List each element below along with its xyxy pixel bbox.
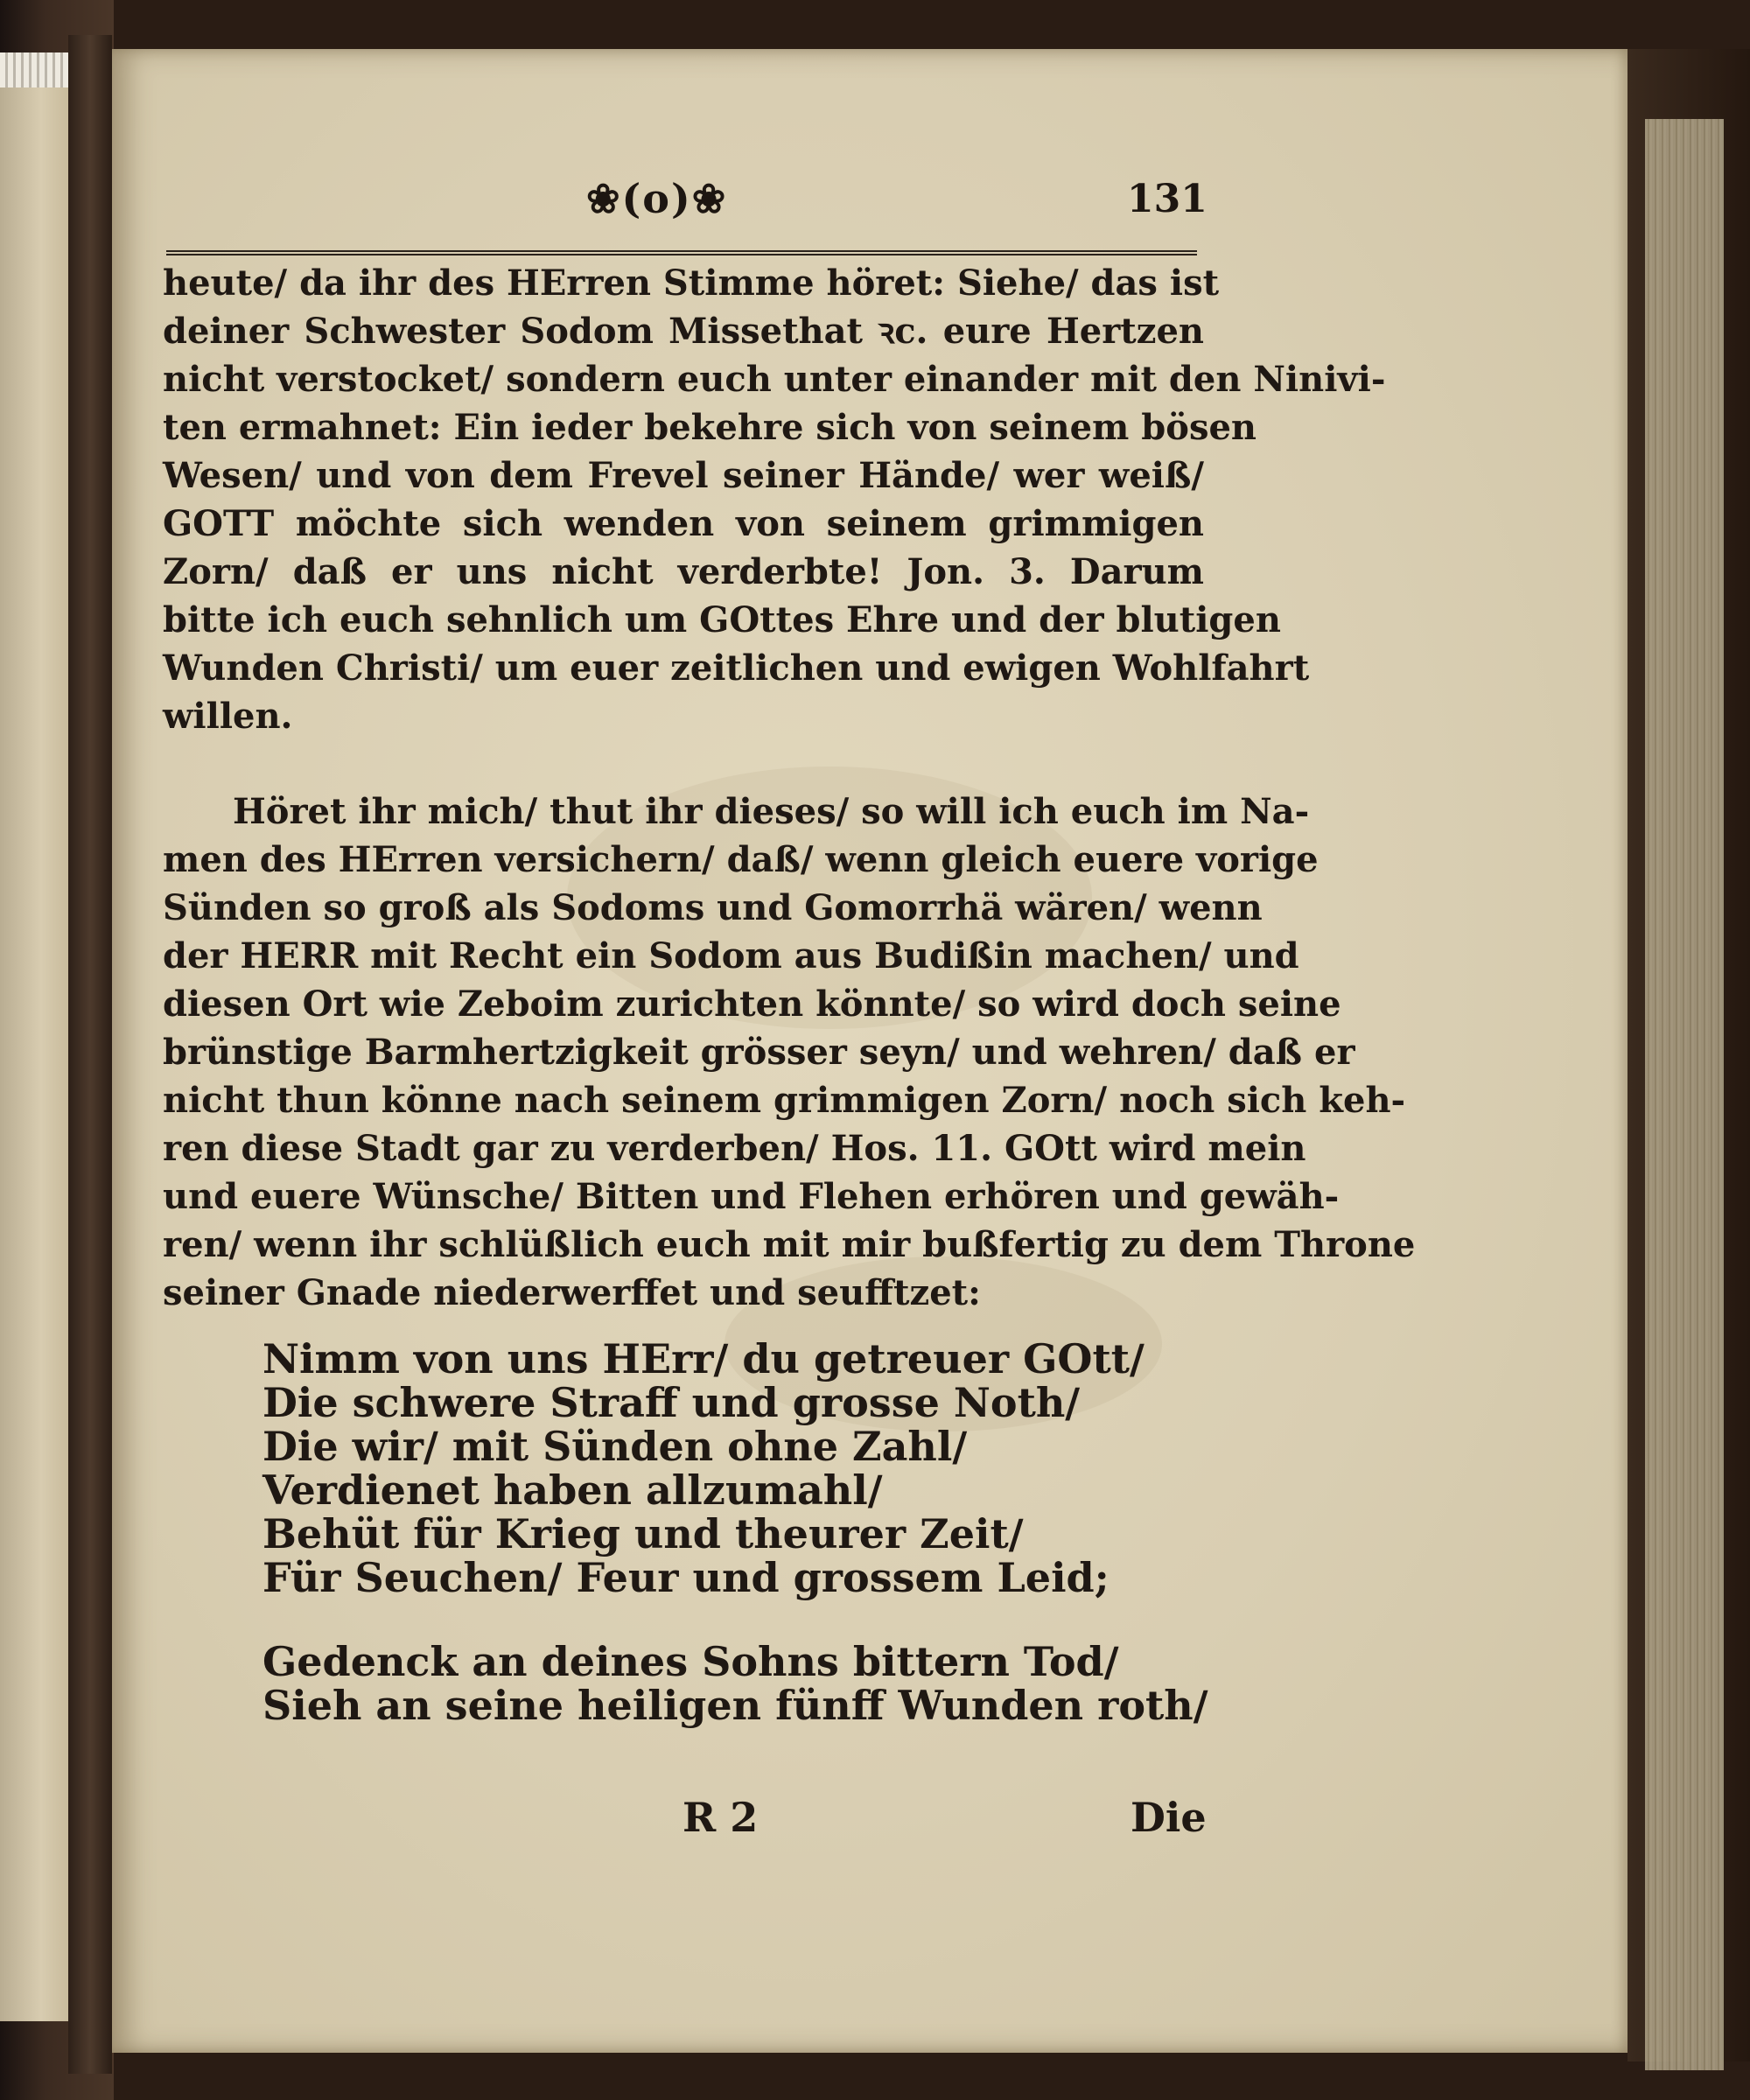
verse-line: Für Seuchen/ Feur und grossem Leid; [262, 1554, 1110, 1601]
verse-line: Die wir/ mit Sünden ohne Zahl/ [262, 1423, 968, 1470]
text-line: ren diese Stadt gar zu verderben/ Hos. 11. GOtt wird mein [163, 1128, 1306, 1169]
verse-line: Gedenck an deines Sohns bittern Tod/ [262, 1638, 1119, 1685]
paragraph-1 [163, 259, 1386, 740]
verse-line: Nimm von uns HErr/ du getreuer GOtt/ [262, 1335, 1144, 1382]
text-line: deiner Schwester Sodom Missethat ꝛc. eure Hertzen [163, 311, 1204, 352]
catchword: Die [1130, 1794, 1207, 1841]
text-line: Zorn/ daß er uns nicht verderbte! Jon. 3. Darum [163, 551, 1204, 592]
text-line: Wunden Christi/ um euer zeitlichen und ewigen Wohlfahrt [163, 648, 1310, 689]
paragraph-2 [163, 788, 1416, 1317]
book-binding [68, 35, 112, 2074]
running-header [166, 175, 1208, 236]
verse-line: Behüt für Krieg und theurer Zeit/ [262, 1510, 1024, 1558]
verse-line: Verdienet haben allzumahl/ [262, 1466, 883, 1514]
text-line: ren/ wenn ihr schlüßlich euch mit mir bußfertig zu dem Throne [163, 1224, 1416, 1265]
text-line: Wesen/ und von dem Frevel seiner Hände/ wer weiß/ [163, 455, 1204, 496]
text-line: ten ermahnet: Ein ieder bekehre sich von seinem bösen [163, 407, 1256, 448]
text-line: GOTT möchte sich wenden von seinem grimmigen [163, 503, 1204, 544]
text-line: nicht verstocket/ sondern euch unter einander mit den Ninivi- [163, 359, 1386, 400]
text-line: bitte ich euch sehnlich um GOttes Ehre und der blutigen [163, 599, 1281, 640]
text-line: nicht thun könne nach seinem grimmigen Zorn/ noch sich keh- [163, 1080, 1406, 1121]
text-line: Sünden so groß als Sodoms und Gomorrhä wären/ wenn [163, 887, 1263, 928]
verse-line: Die schwere Straff und grosse Noth/ [262, 1379, 1081, 1426]
text-line: und euere Wünsche/ Bitten und Flehen erhören und gewäh- [163, 1176, 1340, 1217]
text-line: seiner Gnade niederwerffet und seufftzet: [163, 1272, 981, 1313]
hymn-verse [262, 1335, 1208, 1729]
page-number: 131 [1127, 177, 1208, 221]
signature-mark: R 2 [682, 1794, 759, 1841]
text-line: brünstige Barmhertzigkeit grösser seyn/ und wehren/ daß er [163, 1032, 1355, 1073]
verse-line: Sieh an seine heiligen fünff Wunden roth/ [262, 1682, 1208, 1729]
text-line: willen. [163, 696, 293, 737]
text-line: men des HErren versichern/ daß/ wenn gleich euere vorige [163, 839, 1319, 880]
previous-page-edge [0, 52, 71, 2021]
header-ornament: ❀(o)❀ [586, 175, 728, 222]
text-line: diesen Ort wie Zeboim zurichten könnte/ so wird doch seine [163, 984, 1341, 1025]
body-text [163, 259, 1416, 1317]
header-rule [166, 250, 1197, 256]
text-line: Höret ihr mich/ thut ihr dieses/ so will ich euch im Na- [233, 791, 1310, 832]
text-line: der HERR mit Recht ein Sodom aus Budißin machen/ und [163, 935, 1299, 976]
text-line: heute/ da ihr des HErren Stimme höret: Siehe/ das ist [163, 262, 1220, 304]
page-edges [1645, 119, 1724, 2070]
